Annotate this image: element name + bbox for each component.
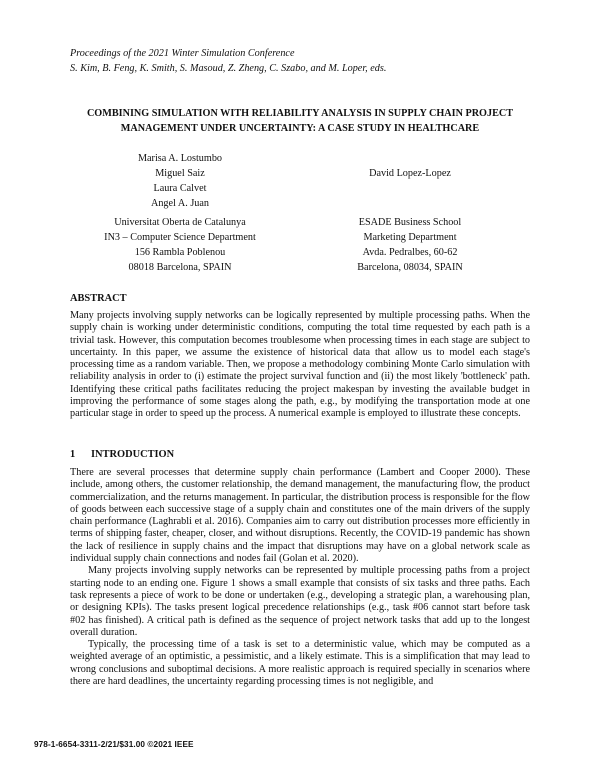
intro-paragraph-3: Typically, the processing time of a task is set to a deterministic value, which may be computed as a weighted average of an optimistic, a pessimistic, and a likely estimate. This is a simplification that may lead to wrong conclusions and suboptimal decisions. A more realistic approach is required specially in scenarios where there are hard deadlines, the uncertainty regarding processing times is not negligible, and bbox=[70, 639, 530, 688]
affiliation-left bbox=[75, 215, 285, 275]
paper-title-line-1: COMBINING SIMULATION WITH RELIABILITY ANALYSIS IN SUPPLY CHAIN PROJECT bbox=[86, 108, 514, 119]
authors-left bbox=[105, 151, 255, 211]
affiliation-line: Avda. Pedralbes, 60-62 bbox=[362, 247, 458, 258]
paper-title-line-2: MANAGEMENT UNDER UNCERTAINTY: A CASE STUDY IN HEALTHCARE bbox=[120, 122, 480, 134]
author-name: Miguel Saiz bbox=[155, 168, 205, 179]
proceedings-header bbox=[70, 47, 386, 76]
affiliation-line: Marketing Department bbox=[363, 232, 457, 243]
intro-paragraph-2: Many projects involving supply networks can be represented by multiple processing paths from a project starting node to an ending one. Figure 1 shows a small example that consists of six tasks and three paths. Each task represents a piece of work to be done or undertaken (e.g., developing a strategic plan, a warehousing plan, or designing KPIs). The tasks present logical precedence relationships (e.g., task #06 cannot start before task #02 has finished). A critical path is defined as the sequence of project network tasks that add up to the longest overall duration. bbox=[70, 565, 530, 638]
section-number: 1 bbox=[70, 449, 76, 460]
abstract-body bbox=[70, 310, 530, 421]
proceedings-title: Proceedings of the 2021 Winter Simulation Conference bbox=[70, 48, 295, 59]
author-name: Angel A. Juan bbox=[150, 198, 209, 209]
intro-paragraph-1: There are several processes that determine supply chain performance (Lambert and Cooper 2000). These include, among others, the customer relationship, the demand management, the manufacturing flow, the product commercialization, and the returns management. In particular, the distribution process is responsible for the flow of goods between each successive stage of a supply chain and constitutes one of the main drivers of the supply chain performance (Laghrabli et al. 2016). Companies aim to carry out distribution processes more efficiently in terms of shipping faster, cheaper, closer, and without disruptions. Recently, the COVID-19 pandemic has shown the lack of resilience in supply chains and the impact that disruptions may have on a global network scale as individual supply chain connections and nodes fail (Golan et al. 2020). bbox=[70, 467, 530, 565]
affiliation-line: Universitat Oberta de Catalunya bbox=[114, 217, 246, 228]
introduction-body bbox=[70, 467, 530, 688]
author-name: Laura Calvet bbox=[153, 183, 207, 194]
affiliation-line: 08018 Barcelona, SPAIN bbox=[128, 262, 232, 273]
paper-title bbox=[60, 107, 540, 136]
abstract-heading: ABSTRACT bbox=[70, 293, 127, 304]
author-name: David Lopez-Lopez bbox=[369, 168, 451, 179]
affiliation-line: IN3 – Computer Science Department bbox=[104, 232, 256, 243]
affiliation-line: Barcelona, 08034, SPAIN bbox=[357, 262, 463, 273]
affiliation-line: ESADE Business School bbox=[358, 217, 462, 228]
author-name: Marisa A. Lostumbo bbox=[137, 153, 223, 164]
abstract-paragraph: Many projects involving supply networks can be logically represented by multiple processing paths. When the supply chain is working under deterministic conditions, computing the total time requested by each path is a trivial task. However, this computation becomes troublesome when processing times in each stage are subject to uncertainty. In this paper, we assume the existence of historical data that allow us to model each stage's processing time as a random variable. Then, we propose a methodology combining Monte Carlo simulation with reliability analysis in order to (i) estimate the project survival function and (ii) the most likely 'bottleneck' path. Identifying these critical paths facilitates reducing the project makespan by investing the available budget in improving the performance of some stages along the path, e.g., by modifying the transportation mode at one particular stage in order to speed up the process. A numerical example is employed to illustrate these concepts. bbox=[70, 310, 530, 420]
affiliation-line: 156 Rambla Poblenou bbox=[134, 247, 226, 258]
introduction-heading bbox=[70, 449, 174, 460]
section-title: INTRODUCTION bbox=[91, 449, 175, 460]
proceedings-editors: S. Kim, B. Feng, K. Smith, S. Masoud, Z. Zheng, C. Szabo, and M. Loper, eds. bbox=[70, 62, 387, 74]
copyright-footer: 978-1-6654-3311-2/21/$31.00 ©2021 IEEE bbox=[34, 740, 194, 749]
affiliation-right bbox=[330, 215, 490, 275]
authors-right bbox=[335, 166, 485, 181]
